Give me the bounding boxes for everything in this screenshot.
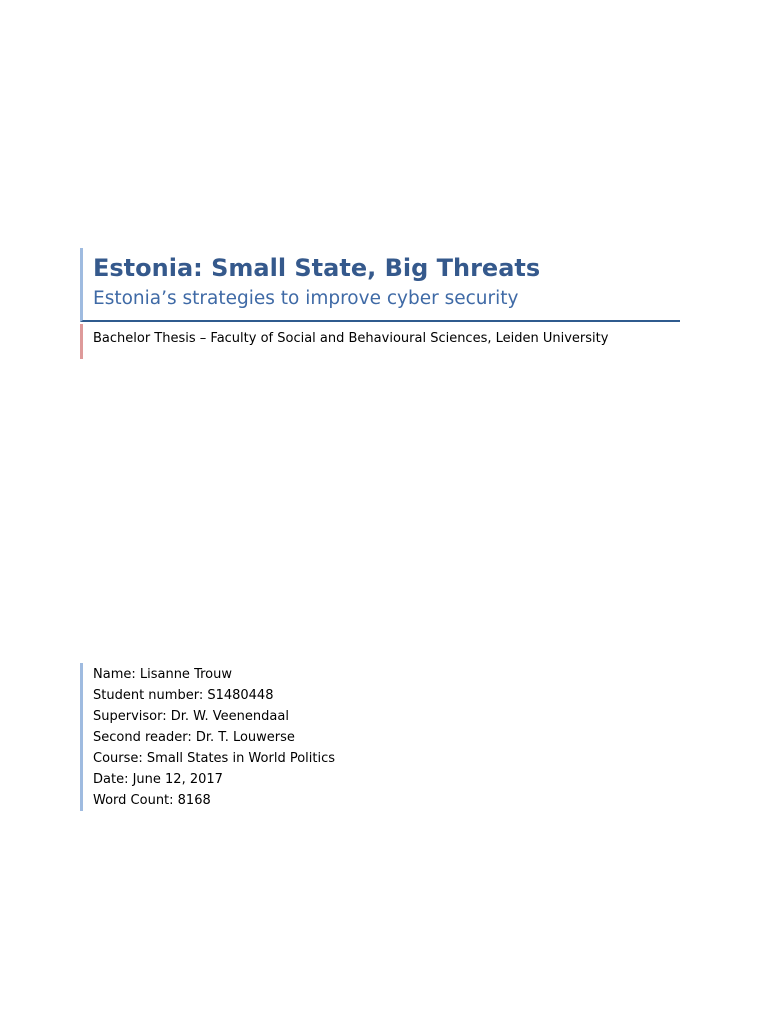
supervisor: Supervisor: Dr. W. Veenendaal <box>93 709 289 724</box>
second-reader: Second reader: Dr. T. Louwerse <box>93 730 295 745</box>
course: Course: Small States in World Politics <box>93 751 336 766</box>
institution-line: Bachelor Thesis – Faculty of Social and Behavioural Sciences, Leiden University <box>93 331 609 346</box>
student-name: Name: Lisanne Trouw <box>93 667 232 682</box>
title-block <box>80 248 680 322</box>
student-info-block <box>80 663 335 811</box>
student-number: Student number: S1480448 <box>93 688 274 703</box>
institution-block <box>80 324 608 359</box>
date: Date: June 12, 2017 <box>93 772 223 787</box>
word-count: Word Count: 8168 <box>93 793 211 808</box>
document-title: Estonia: Small State, Big Threats <box>93 254 541 282</box>
document-subtitle: Estonia’s strategies to improve cyber security <box>93 288 519 309</box>
